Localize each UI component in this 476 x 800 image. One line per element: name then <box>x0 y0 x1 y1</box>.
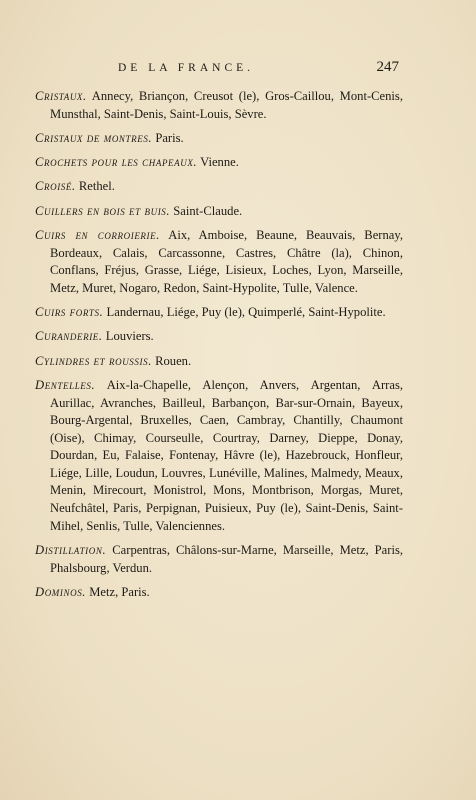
entry-cuirs-forts <box>35 304 403 322</box>
entry-term: Cuirs en corroierie. <box>35 228 160 242</box>
entry-term: Croisé. <box>35 179 76 194</box>
entry-term: Dominos. <box>35 584 87 599</box>
entry-crochets <box>35 154 403 172</box>
page-header <box>0 59 476 82</box>
entry-places: Carpentras, Châlons-sur-Marne, Marseille, Metz, Paris, Phalsbourg, Verdun. <box>50 542 403 575</box>
entry-term: Cuirs forts. <box>35 305 104 320</box>
entry-term: Cristaux. <box>35 89 87 103</box>
entry-distillation <box>35 542 403 577</box>
entry-places: Landernau, Liége, Puy (le), Quimperlé, Saint-Hypolite. <box>103 305 386 320</box>
entry-cylindres <box>35 353 403 371</box>
entry-cuirs-corroierie <box>35 227 403 297</box>
entry-dominos <box>35 584 403 602</box>
entry-term: Curanderie. <box>35 329 103 344</box>
entry-cristaux-de-montres <box>35 130 403 148</box>
entry-places: Louviers. <box>102 329 154 344</box>
entry-term: Dentelles. <box>35 377 96 392</box>
page-number: 247 <box>376 59 399 75</box>
entry-curanderie <box>35 328 403 346</box>
entry-places: Aix-la-Chapelle, Alençon, Anvers, Argentan, Arras, Aurillac, Avranches, Bailleul, Barbançon, Bar-sur-Ornain, Bayeux, Bourg-Argental, Bruxelles, Caen, Cambray, Chantilly, Chaumont (Oise), Chimay, Courseulle, Courtray, Darney, Dieppe, Donay, Dourdan, Eu, Falaise, Fontenay, Hâvre (le), Hazebrouck, Honfleur, Liége, Lille, Loudun, Louvres, Lunéville, Malines, Malmedy, Meaux, Menin, Mirecourt, Monistrol, Mons, Montbrison, Morgas, Muret, Neufchâtel, Paris, Perpignan, Puisieux, Puy (le), Saint-Denis, Saint-Mihel, Senlis, Tulle, Valenciennes. <box>50 377 403 533</box>
entry-term: Cuillers en bois et buis. <box>35 203 171 218</box>
entry-cuillers <box>35 203 403 221</box>
entry-list <box>35 88 403 608</box>
entry-cristaux <box>35 88 403 123</box>
entry-places: Aix, Amboise, Beaune, Beauvais, Bernay, Bordeaux, Calais, Carcassonne, Castres, Châtre (la), Chinon, Conflans, Fréjus, Grasse, Liége, Lisieux, Loches, Lyon, Marseille, Metz, Muret, Nogaro, Redon, Saint-Hypolite, Tulle, Valence. <box>50 228 403 295</box>
entry-dentelles <box>35 377 403 535</box>
running-head: DE LA FRANCE. <box>118 62 255 74</box>
entry-term: Crochets pour les chapeaux. <box>35 155 198 170</box>
entry-places: Vienne. <box>197 155 239 170</box>
entry-places: Rethel. <box>75 179 115 194</box>
entry-croise <box>35 178 403 196</box>
entry-term: Cylindres et roussis. <box>35 353 152 368</box>
entry-term: Cristaux de montres. <box>35 130 153 145</box>
entry-term: Distillation. <box>35 542 107 557</box>
entry-places: Annecy, Briançon, Creusot (le), Gros-Caillou, Mont-Cenis, Munsthal, Saint-Denis, Saint-Louis, Sèvre. <box>50 89 403 121</box>
entry-places: Rouen. <box>151 353 192 368</box>
entry-places: Metz, Paris. <box>86 584 150 599</box>
entry-places: Saint-Claude. <box>170 203 243 218</box>
entry-places: Paris. <box>152 130 184 145</box>
